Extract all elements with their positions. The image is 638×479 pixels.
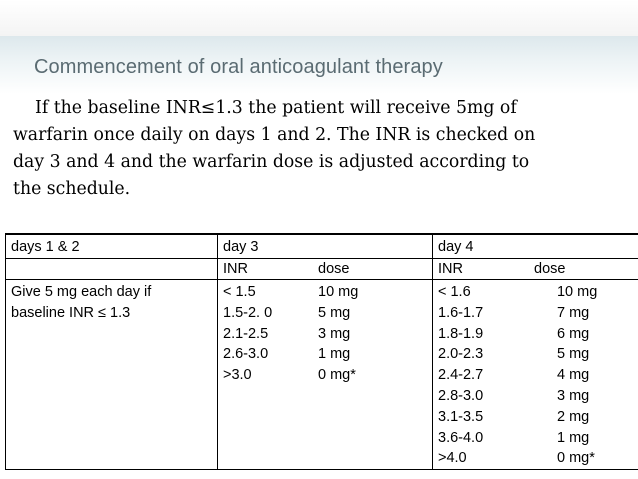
days12-line: Give 5 mg each day if [11,284,152,300]
day4-dose-value: 4 mg [556,367,590,384]
paragraph-line: the schedule. [13,179,131,199]
day3-dose-header: dose [318,261,350,277]
paragraph-line: If the baseline INR≤1.3 the patient will receive 5mg of [35,98,517,118]
day4-inr-header: INR [438,261,463,277]
day4-dose-value: 5 mg [556,346,590,363]
slide-top-band [0,0,638,36]
paragraph-line: day 3 and 4 and the warfarin dose is adjusted according to [13,152,530,172]
day4-inr-value: 3.6-4.0 [438,429,484,446]
day4-inr-list [433,282,513,469]
day4-inr-value: 1.8-1.9 [438,325,484,342]
subheader-day-4 [433,259,638,280]
header-day-3: day 3 [218,234,433,259]
day4-schedule [433,280,638,470]
header-day-4: day 4 [433,234,638,259]
table-row [6,280,638,470]
day3-inr-header: INR [223,261,248,277]
day3-inr-value: < 1.5 [223,284,256,300]
day3-inr-value: 1.5-2. 0 [223,304,273,321]
day3-dose-value: 10 mg [318,284,359,300]
day4-dose-value: 1 mg [556,429,590,446]
slide-paragraph [13,95,623,203]
day4-dose-value: 2 mg [556,408,590,425]
slide-title: Commencement of oral anticoagulant therapy [34,56,443,78]
day4-dose-value: 0 mg* [556,450,595,467]
warfarin-dosing-table [5,233,638,470]
subheader-day-3 [218,259,433,280]
days12-line: baseline INR ≤ 1.3 [11,304,131,321]
day3-inr-list [218,282,318,386]
day4-dose-value: 10 mg [556,284,598,300]
day4-dose-list [513,282,638,469]
day3-dose-value: 1 mg [318,346,351,363]
day3-dose-value: 3 mg [318,325,351,342]
day3-inr-value: >3.0 [223,367,252,384]
day3-dose-value: 0 mg* [318,367,356,384]
day3-inr-value: 2.1-2.5 [223,325,269,342]
day3-dose-list [318,282,428,386]
subheader-empty [6,259,218,280]
day4-inr-value: 1.6-1.7 [438,304,484,321]
day3-dose-value: 5 mg [318,304,351,321]
day4-inr-value: < 1.6 [438,284,471,300]
day4-dose-header: dose [534,261,566,277]
day4-inr-value: >4.0 [438,450,467,467]
day4-dose-value: 3 mg [556,387,590,404]
day4-inr-value: 3.1-3.5 [438,408,484,425]
day4-inr-value: 2.4-2.7 [438,367,484,384]
day3-schedule [218,280,433,470]
day4-inr-value: 2.0-2.3 [438,346,484,363]
paragraph-line: warfarin once daily on days 1 and 2. The INR is checked on [13,125,536,145]
table-header-row [6,234,638,259]
day4-dose-value: 7 mg [556,304,590,321]
header-days-1-2: days 1 & 2 [6,234,218,259]
days12-instructions [6,280,218,470]
day4-dose-value: 6 mg [556,325,590,342]
day4-inr-value: 2.8-3.0 [438,387,484,404]
day3-inr-value: 2.6-3.0 [223,346,269,363]
table-subheader-row [6,259,638,280]
